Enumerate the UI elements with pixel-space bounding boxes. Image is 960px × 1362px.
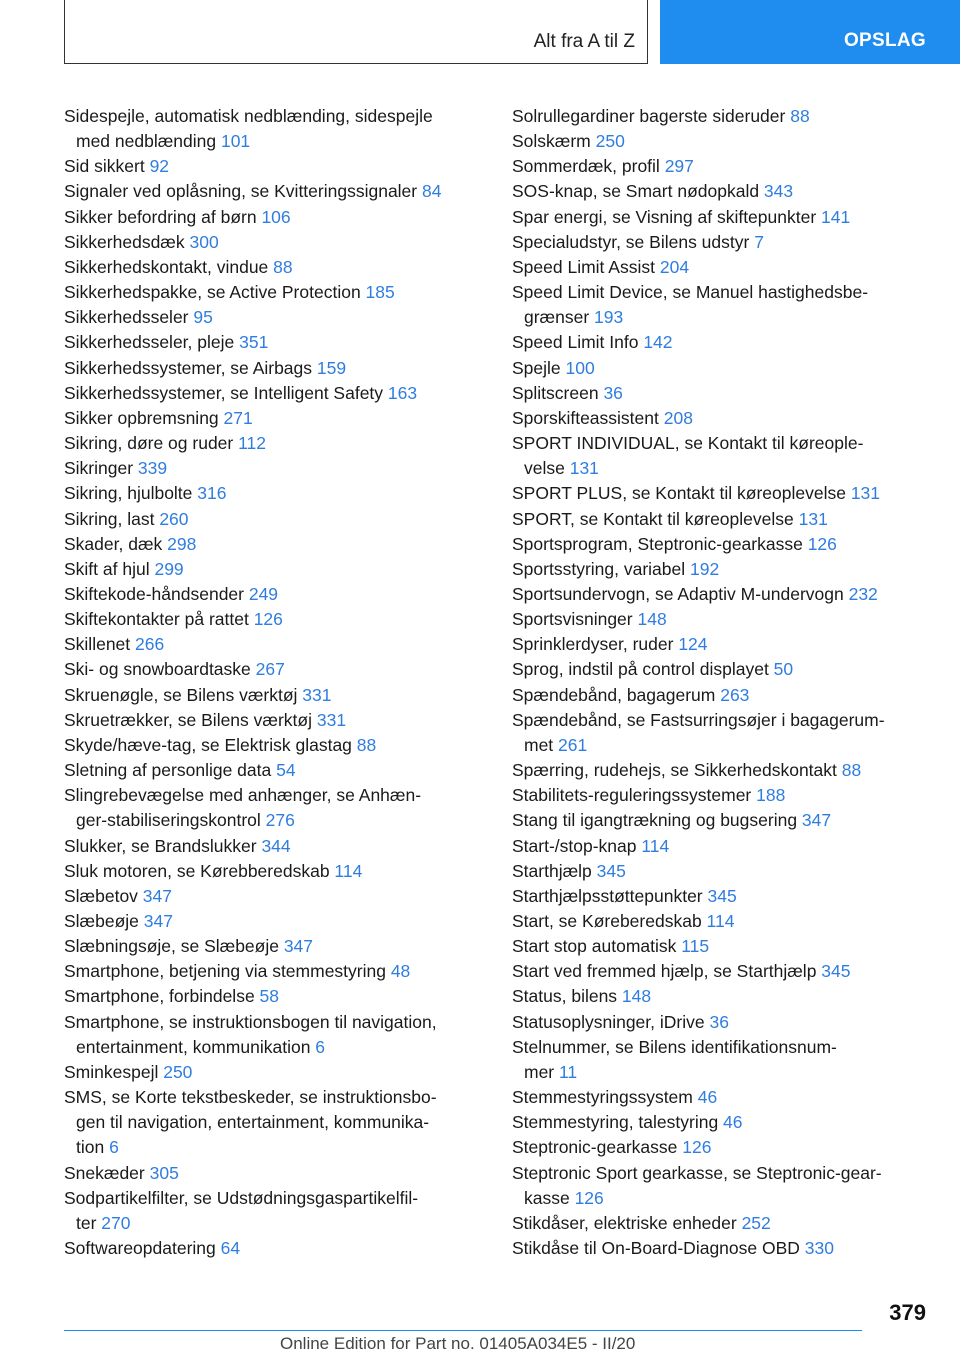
index-entry-text: Slæbeøje: [64, 911, 144, 931]
page-reference-link[interactable]: 330: [804, 1238, 834, 1259]
index-entry: [64, 708, 484, 733]
index-entry-text: Smartphone, se instruktionsbogen til navigation,: [64, 1011, 437, 1032]
index-entry-text: Sid sikkert: [64, 156, 150, 177]
index-entry-text: Sportsundervogn, se Adaptiv M-undervogn: [512, 583, 849, 604]
footer-divider: [64, 1330, 862, 1331]
index-entry: [64, 1085, 484, 1160]
index-entry-text: Solrullegardiner bagerste sideruder: [512, 106, 791, 126]
index-entry: [64, 330, 484, 355]
index-entry-text: Sikkerhedssystemer, se Airbags: [64, 357, 317, 378]
index-entry-text: Slukker, se Brandslukker: [64, 835, 262, 856]
index-entry-text: SOS-knap, se Smart nødopkald: [512, 181, 764, 202]
index-entry: [512, 984, 928, 1009]
page-reference-link[interactable]: 88: [356, 734, 377, 755]
page-reference-link[interactable]: 232: [848, 583, 878, 604]
index-entry-text: Start, se Køreberedskab: [512, 911, 707, 931]
index-entry: [512, 381, 928, 406]
page-reference-link[interactable]: 249: [248, 583, 279, 604]
page-reference-link[interactable]: 345: [821, 961, 851, 982]
page-reference-link[interactable]: 299: [154, 558, 184, 579]
index-entry-text: Skillenet: [64, 634, 136, 655]
page-reference-link[interactable]: 193: [594, 307, 624, 328]
index-entry: [64, 532, 484, 557]
page-reference-link[interactable]: 343: [763, 181, 794, 202]
index-entry-text: Sprog, indstil på control displayet: [512, 659, 774, 680]
index-entry: [512, 607, 928, 632]
index-entry-text: Sidespejle, automatisk nedblænding, sidespejle: [64, 106, 433, 126]
index-entry: [64, 104, 484, 154]
index-entry-text: ter: [76, 1212, 102, 1233]
index-entry-text: Start-/stop-knap: [512, 835, 642, 856]
page-reference-link[interactable]: 250: [595, 131, 625, 152]
page-reference-link[interactable]: 64: [220, 1238, 241, 1259]
index-entry: [512, 708, 928, 758]
page-reference-link[interactable]: 114: [334, 860, 363, 881]
page-reference-link[interactable]: 58: [259, 986, 280, 1007]
index-entry: [64, 1161, 484, 1186]
index-entry: [64, 1060, 484, 1085]
index-entry: [64, 481, 484, 506]
page-reference-link[interactable]: 36: [603, 382, 623, 403]
index-entry-text: Spændebånd, bagagerum: [512, 684, 721, 705]
index-entry-text: Speed Limit Info: [512, 332, 644, 353]
index-entry: [512, 255, 928, 280]
page-reference-link[interactable]: 131: [569, 458, 599, 479]
index-entry: [64, 758, 484, 783]
index-entry: [64, 632, 484, 657]
index-entry: [64, 381, 484, 406]
index-entry: [64, 356, 484, 381]
index-entry: [512, 783, 928, 808]
index-entry-text: Snekæder: [64, 1162, 150, 1183]
index-entry-text: Smartphone, forbindelse: [64, 986, 260, 1007]
header-tab-opslag[interactable]: OPSLAG: [660, 0, 960, 64]
page-reference-link[interactable]: 6: [315, 1036, 326, 1057]
page-reference-link[interactable]: 250: [163, 1061, 193, 1082]
index-entry-text: met: [524, 734, 559, 755]
index-entry-text: Spærring, rudehejs, se Sikkerhedskontakt: [512, 760, 842, 781]
index-entry-text: Sikring, hjulbolte: [64, 483, 198, 504]
index-entry: [512, 859, 928, 884]
page-reference-link[interactable]: 260: [159, 508, 189, 529]
index-entry-text: Speed Limit Assist: [512, 256, 660, 277]
page-reference-link[interactable]: 141: [821, 206, 851, 227]
index-entry-text: Sikringer: [64, 458, 138, 479]
page-reference-link[interactable]: 88: [841, 760, 862, 781]
index-entry-text: kasse: [524, 1187, 575, 1208]
index-entry-text: Signaler ved oplåsning, se Kvitteringssignaler: [64, 181, 422, 202]
index-entry-text: Spændebånd, se Fastsurringsøjer i bagagerum-: [512, 709, 885, 730]
index-entry-text: Softwareopdatering: [64, 1238, 221, 1259]
index-entry: [512, 808, 928, 833]
index-entry: [64, 783, 484, 833]
index-entry-text: Skader, dæk: [64, 533, 168, 554]
index-entry-text: Start ved fremmed hjælp, se Starthjælp: [512, 961, 822, 982]
index-entry-text: Sprinklerdyser, ruder: [512, 634, 679, 655]
index-column-left: [64, 104, 484, 1261]
index-entry-text: Skiftekontakter på rattet: [64, 609, 254, 630]
index-entry-text: gen til navigation, entertainment, kommunika-: [76, 1112, 430, 1133]
index-entry-text: Sportsstyring, variabel: [512, 558, 690, 579]
index-entry-text: Sporskifteassistent: [512, 407, 664, 428]
page-reference-link[interactable]: 305: [149, 1162, 179, 1183]
page-reference-link[interactable]: 6: [109, 1137, 119, 1158]
page-reference-link[interactable]: 263: [720, 684, 750, 705]
index-entry-text: Statusoplysninger, iDrive: [512, 1011, 710, 1032]
index-entry-text: Stabilitets-reguleringssystemer: [512, 785, 757, 806]
page-reference-link[interactable]: 347: [801, 810, 832, 831]
page-reference-link[interactable]: 276: [265, 810, 295, 831]
index-entry: [512, 683, 928, 708]
index-entry-text: SPORT PLUS, se Kontakt til køreoplevelse: [512, 483, 851, 504]
index-entry-text: SMS, se Korte tekstbeskeder, se instruktionsbo-: [64, 1087, 437, 1108]
index-entry-text: Sikkerhedskontakt, vindue: [64, 256, 274, 277]
index-entry-text: Solskærm: [512, 131, 596, 152]
index-entry-text: Status, bilens: [512, 986, 622, 1007]
page-reference-link[interactable]: 126: [807, 533, 837, 554]
index-entry: [64, 657, 484, 682]
index-entry: [64, 909, 484, 934]
page-reference-link[interactable]: 192: [690, 558, 720, 579]
index-entry: [512, 507, 928, 532]
index-entry-text: entertainment, kommunikation: [76, 1036, 316, 1057]
page-reference-link[interactable]: 112: [238, 433, 267, 454]
index-entry-text: Spejle: [512, 357, 566, 378]
page-reference-link[interactable]: 48: [390, 961, 411, 982]
page-reference-link[interactable]: 267: [255, 659, 285, 680]
page-reference-link[interactable]: 95: [193, 307, 213, 328]
index-entry: [64, 507, 484, 532]
index-entry: [512, 582, 928, 607]
index-entry: [512, 205, 928, 230]
index-entry: [64, 984, 484, 1009]
index-entry: [64, 1010, 484, 1060]
index-entry-text: Specialudstyr, se Bilens udstyr: [512, 231, 755, 252]
index-entry-text: Sodpartikelfilter, se Udstødningsgaspartikelfil-: [64, 1187, 419, 1208]
page-reference-link[interactable]: 188: [756, 785, 786, 806]
index-entry: [512, 934, 928, 959]
index-entry: [64, 1186, 484, 1236]
page-reference-link[interactable]: 131: [798, 508, 828, 529]
index-entry: [64, 557, 484, 582]
index-entry: [512, 959, 928, 984]
index-entry: [512, 557, 928, 582]
page-reference-link[interactable]: 297: [664, 156, 694, 177]
index-entry-text: Sportsprogram, Steptronic-gearkasse: [512, 533, 808, 554]
page-reference-link[interactable]: 208: [663, 407, 693, 428]
page-reference-link[interactable]: 339: [137, 458, 168, 479]
page-reference-link[interactable]: 261: [558, 734, 588, 755]
index-entry-text: Sikkerhedspakke, se Active Protection: [64, 282, 366, 303]
index-entry: [512, 154, 928, 179]
index-entry-text: Sikkerhedsdæk: [64, 231, 190, 252]
page-reference-link[interactable]: 131: [850, 483, 881, 504]
index-entry: [64, 406, 484, 431]
index-entry-text: Sminkespejl: [64, 1061, 164, 1082]
index-entry: [512, 406, 928, 431]
index-entry: [512, 1135, 928, 1160]
index-entry-text: Skruenøgle, se Bilens værktøj: [64, 684, 303, 705]
index-entry: [512, 356, 928, 381]
page-reference-link[interactable]: 331: [316, 709, 347, 730]
index-entry: [512, 330, 928, 355]
index-entry: [512, 1161, 928, 1211]
page-reference-link[interactable]: 126: [253, 609, 283, 630]
index-entry: [64, 834, 484, 859]
index-entry: [64, 230, 484, 255]
footer-edition-text: Online Edition for Part no. 01405A034E5 - II/20: [280, 1334, 636, 1353]
page-reference-link[interactable]: 331: [302, 684, 332, 705]
index-entry: [64, 884, 484, 909]
page-reference-link[interactable]: 298: [167, 533, 197, 554]
index-entry: [512, 280, 928, 330]
page-reference-link[interactable]: 11: [559, 1061, 578, 1082]
page-reference-link[interactable]: 266: [135, 634, 165, 655]
page-reference-link[interactable]: 124: [678, 634, 708, 655]
index-entry: [64, 683, 484, 708]
index-entry-text: Ski- og snowboardtaske: [64, 659, 256, 680]
index-entry: [64, 733, 484, 758]
index-entry: [512, 834, 928, 859]
index-entry: [64, 582, 484, 607]
page-reference-link[interactable]: 54: [276, 760, 296, 781]
page-reference-link[interactable]: 347: [142, 885, 172, 906]
index-entry-text: Stikdåse til On-Board-Diagnose OBD: [512, 1238, 805, 1259]
page-reference-link[interactable]: 114: [641, 835, 670, 856]
index-entry: [64, 607, 484, 632]
index-entry-text: Skruetrækker, se Bilens værktøj: [64, 709, 317, 730]
index-entry: [512, 129, 928, 154]
index-entry-text: Smartphone, betjening via stemmestyring: [64, 961, 391, 982]
page-reference-link[interactable]: 159: [316, 357, 347, 378]
index-entry: [512, 481, 928, 506]
index-entry-text: velse: [524, 458, 570, 479]
page-reference-link[interactable]: 344: [261, 835, 291, 856]
index-entry: [64, 934, 484, 959]
page-reference-link[interactable]: 36: [709, 1011, 729, 1032]
index-entry-text: SPORT, se Kontakt til køreoplevelse: [512, 508, 799, 529]
page-reference-link[interactable]: 347: [143, 911, 173, 931]
index-entry-text: med nedblænding: [76, 131, 221, 152]
index-entry: [512, 1110, 928, 1135]
page-reference-link[interactable]: 148: [621, 986, 652, 1007]
index-entry-text: Steptronic-gearkasse: [512, 1137, 683, 1158]
index-entry-text: Slæbningsøje, se Slæbeøje: [64, 936, 284, 957]
page-reference-link[interactable]: 351: [239, 332, 269, 353]
index-entry-text: Starthjælp: [512, 860, 597, 881]
index-entry-text: mer: [524, 1061, 559, 1082]
index-entry: [64, 205, 484, 230]
index-entry-text: Sportsvisninger: [512, 609, 638, 630]
page-reference-link[interactable]: 88: [273, 256, 293, 277]
index-entry-text: Skyde/hæve-tag, se Elektrisk glastag: [64, 734, 357, 755]
index-entry-text: SPORT INDIVIDUAL, se Kontakt til køreople-: [512, 433, 864, 454]
index-entry: [64, 154, 484, 179]
index-entry-text: Sommerdæk, profil: [512, 156, 665, 177]
index-entry-text: Slæbetov: [64, 885, 143, 906]
index-entry-text: ger-stabiliseringskontrol: [76, 810, 266, 831]
index-entry: [64, 255, 484, 280]
index-entry: [512, 1035, 928, 1085]
page-reference-link[interactable]: 84: [421, 181, 442, 202]
index-entry: [512, 657, 928, 682]
index-entry: [512, 532, 928, 557]
index-entry-text: Sikker opbremsning: [64, 407, 224, 428]
header-section-box: [64, 0, 648, 64]
index-entry-text: Sikkerhedssystemer, se Intelligent Safety: [64, 382, 388, 403]
index-entry: [512, 1085, 928, 1110]
page-reference-link[interactable]: 271: [223, 407, 253, 428]
page-reference-link[interactable]: 100: [565, 357, 595, 378]
page-reference-link[interactable]: 7: [754, 231, 764, 252]
index-entry-text: Skiftekode-håndsender: [64, 583, 249, 604]
index-entry: [512, 1211, 928, 1236]
index-entry-text: Sikkerhedsseler, pleje: [64, 332, 240, 353]
page-reference-link[interactable]: 185: [365, 282, 395, 303]
index-entry: [512, 1236, 928, 1261]
index-entry-text: Starthjælpsstøttepunkter: [512, 885, 708, 906]
page-reference-link[interactable]: 114: [706, 911, 735, 931]
page-reference-link[interactable]: 316: [197, 483, 227, 504]
index-entry-text: Sikring, døre og ruder: [64, 433, 239, 454]
index-entry: [64, 859, 484, 884]
index-column-right: [512, 104, 928, 1261]
page-reference-link[interactable]: 92: [149, 156, 170, 177]
index-entry: [512, 632, 928, 657]
index-entry: [512, 909, 928, 934]
index-entry-text: Stikdåser, elektriske enheder: [512, 1212, 742, 1233]
page-reference-link[interactable]: 345: [596, 860, 626, 881]
page-reference-link[interactable]: 252: [741, 1212, 771, 1233]
page-reference-link[interactable]: 148: [637, 609, 667, 630]
index-entry-text: Sikring, last: [64, 508, 160, 529]
page-reference-link[interactable]: 46: [723, 1112, 743, 1133]
index-entry: [64, 959, 484, 984]
index-entry: [512, 230, 928, 255]
page-reference-link[interactable]: 101: [220, 131, 251, 152]
index-entry-text: grænser: [524, 307, 595, 328]
index-entry-text: Speed Limit Device, se Manuel hastighedsbe-: [512, 282, 869, 303]
page-reference-link[interactable]: 88: [790, 106, 810, 126]
index-entry-text: Sluk motoren, se Kørebberedskab: [64, 860, 335, 881]
index-entry-text: Stelnummer, se Bilens identifikationsnum-: [512, 1036, 837, 1057]
page-reference-link[interactable]: 126: [682, 1137, 712, 1158]
index-entry-text: tion: [76, 1137, 110, 1158]
index-entry: [64, 456, 484, 481]
page-reference-link[interactable]: 270: [101, 1212, 131, 1233]
index-entry-text: Steptronic Sport gearkasse, se Steptronic-gear-: [512, 1162, 882, 1183]
index-entry-text: Stemmestyringssystem: [512, 1087, 698, 1108]
header-section-title: Alt fra A til Z: [533, 31, 635, 52]
page-reference-link[interactable]: 204: [659, 256, 690, 277]
page-reference-link[interactable]: 300: [189, 231, 219, 252]
index-entry: [64, 280, 484, 305]
page-reference-link[interactable]: 345: [707, 885, 737, 906]
index-entry: [512, 431, 928, 481]
page-reference-link[interactable]: 126: [574, 1187, 604, 1208]
page-reference-link[interactable]: 50: [773, 659, 794, 680]
index-entry: [64, 1236, 484, 1261]
index-entry-text: Start stop automatisk: [512, 936, 682, 957]
index-entry: [64, 305, 484, 330]
index-entry: [512, 179, 928, 204]
page-reference-link[interactable]: 163: [387, 382, 418, 403]
page-number: 379: [889, 1300, 926, 1325]
index-entry-text: Sikkerhedsseler: [64, 307, 194, 328]
index-entry-text: Spar energi, se Visning af skiftepunkter: [512, 206, 822, 227]
page-reference-link[interactable]: 115: [681, 936, 710, 957]
page-reference-link[interactable]: 142: [643, 332, 673, 353]
index-entry-text: Sikker befordring af børn: [64, 206, 262, 227]
index-entry: [512, 104, 928, 129]
index-entry: [64, 431, 484, 456]
index-entry-text: Stemmestyring, talestyring: [512, 1112, 724, 1133]
index-entry-text: Skift af hjul: [64, 558, 155, 579]
index-entry-text: Slingrebevægelse med anhænger, se Anhæn-: [64, 785, 422, 806]
page-reference-link[interactable]: 46: [697, 1087, 718, 1108]
page-reference-link[interactable]: 347: [283, 936, 314, 957]
index-entry: [512, 884, 928, 909]
index-entry-text: Stang til igangtrækning og bugsering: [512, 810, 802, 831]
index-entry: [64, 179, 484, 204]
index-entry-text: Splitscreen: [512, 382, 604, 403]
index-entry: [512, 1010, 928, 1035]
page-reference-link[interactable]: 106: [261, 206, 291, 227]
index-entry-text: Sletning af personlige data: [64, 760, 277, 781]
index-entry: [512, 758, 928, 783]
